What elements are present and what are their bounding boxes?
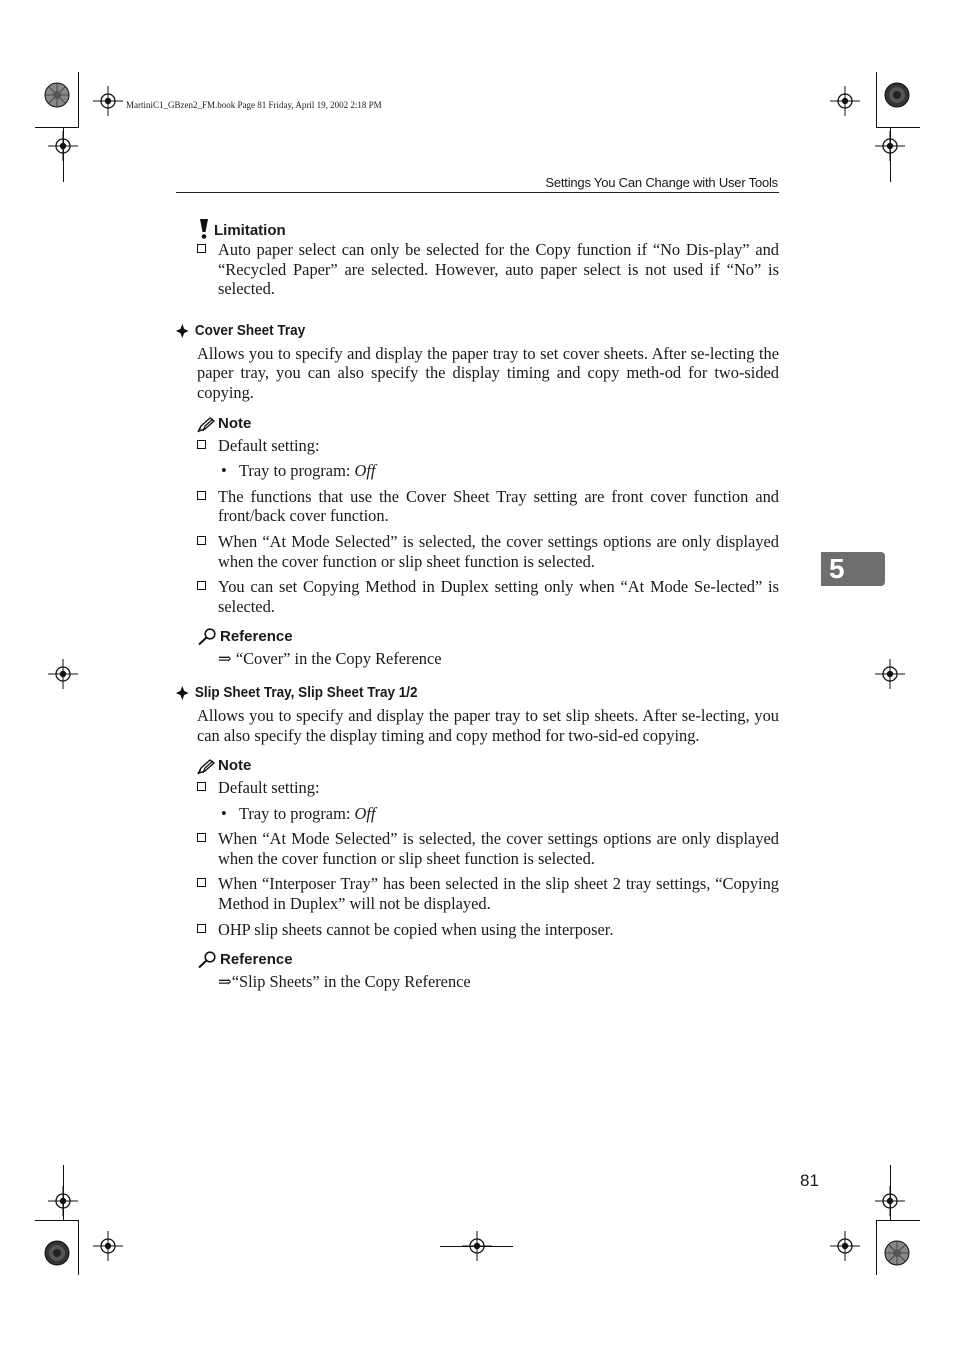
checkbox-icon xyxy=(197,782,206,791)
cross-reference: ⇒ “Cover” in the Copy Reference xyxy=(218,649,442,669)
checkbox-icon xyxy=(197,833,206,842)
page-number: 81 xyxy=(800,1171,819,1190)
pencil-icon xyxy=(197,759,215,775)
magnifier-icon xyxy=(197,951,217,969)
note-label: Note xyxy=(197,415,779,433)
note-item: OHP slip sheets cannot be copied when using the interposer. xyxy=(176,920,779,940)
bullet-dot: • xyxy=(221,803,227,823)
running-head: Settings You Can Change with User Tools xyxy=(545,175,778,190)
registration-mark-icon xyxy=(875,659,905,689)
bullet-item: • Tray to program: Off xyxy=(221,803,376,823)
tray-value: Off xyxy=(354,461,376,481)
bullet-item: • Tray to program: Off xyxy=(221,461,376,481)
checkbox-icon xyxy=(197,536,206,545)
checkbox-icon xyxy=(197,581,206,590)
note-item: When “At Mode Selected” is selected, the cover settings options are only displayed when the cover function or slip sheet function is selected. xyxy=(176,829,779,868)
calibration-circle-icon xyxy=(44,82,70,108)
reference-label: Reference xyxy=(197,951,779,969)
checkbox-icon xyxy=(197,924,206,933)
registration-mark-icon xyxy=(875,131,905,161)
checkbox-icon xyxy=(197,878,206,887)
registration-mark-icon xyxy=(48,1186,78,1216)
header-rule xyxy=(176,192,779,193)
note-item: When “Interposer Tray” has been selected in the slip sheet 2 tray settings, “Copying Method in Duplex” will not be displayed. xyxy=(176,874,779,913)
note-item: Default setting: xyxy=(176,436,779,456)
chapter-tab xyxy=(821,552,885,586)
note-label: Note xyxy=(197,757,779,775)
checkbox-icon xyxy=(197,244,206,253)
main-content xyxy=(176,218,779,992)
registration-mark-icon xyxy=(830,1231,860,1261)
note-item: Default setting: xyxy=(176,778,779,798)
file-info: MartiniC1_GBzen2_FM.book Page 81 Friday, April 19, 2002 2:18 PM xyxy=(126,100,382,110)
note-item: When “At Mode Selected” is selected, the cover settings options are only displayed when the cover function or slip sheet function is selected. xyxy=(176,532,779,571)
note-item: The functions that use the Cover Sheet Tray setting are front cover function and front/back cover function. xyxy=(176,487,779,526)
section-heading-cover-sheet-tray: Cover Sheet Tray xyxy=(176,322,719,340)
reference-label: Reference xyxy=(197,628,779,646)
registration-mark-icon xyxy=(48,131,78,161)
registration-mark-icon xyxy=(93,1231,123,1261)
diamond-bullet-icon xyxy=(176,686,189,700)
slip-sheet-description: Allows you to specify and display the paper tray to set slip sheets. After se-lecting, you can also specify the display timing and copy method for two-sid-ed copying. xyxy=(197,705,779,745)
checkbox-icon xyxy=(197,491,206,500)
tray-value: Off xyxy=(354,803,376,823)
bullet-dot: • xyxy=(221,461,227,481)
registration-mark-icon xyxy=(830,86,860,116)
cover-sheet-description: Allows you to specify and display the paper tray to set cover sheets. After se-lecting the paper tray, you can also specify the display timing and copy meth-od for two-sided copying. xyxy=(197,343,779,402)
limitation-label xyxy=(197,218,779,240)
note-item: You can set Copying Method in Duplex setting only when “At Mode Se-lected” is selected. xyxy=(176,577,779,616)
calibration-circle-icon xyxy=(884,1240,910,1266)
calibration-circle-icon xyxy=(884,82,910,108)
registration-mark-icon xyxy=(48,659,78,689)
section-heading-slip-sheet-tray: Slip Sheet Tray, Slip Sheet Tray 1/2 xyxy=(176,684,719,702)
registration-mark-icon xyxy=(875,1186,905,1216)
cross-reference: ⇒“Slip Sheets” in the Copy Reference xyxy=(218,972,471,992)
magnifier-icon xyxy=(197,628,217,646)
chapter-number: 5 xyxy=(829,553,845,584)
calibration-circle-icon xyxy=(44,1240,70,1266)
limitation-label-text: Limitation xyxy=(214,222,286,239)
pencil-icon xyxy=(197,417,215,433)
diamond-bullet-icon xyxy=(176,324,189,338)
registration-line xyxy=(440,1246,513,1247)
registration-mark-icon xyxy=(93,86,123,116)
checkbox-icon xyxy=(197,440,206,449)
limitation-icon xyxy=(197,218,211,240)
limitation-item: Auto paper select can only be selected for the Copy function if “No Dis-play” and “Recycled Paper” are selected. However, auto paper select is not used if “No” is selected. xyxy=(176,240,779,299)
